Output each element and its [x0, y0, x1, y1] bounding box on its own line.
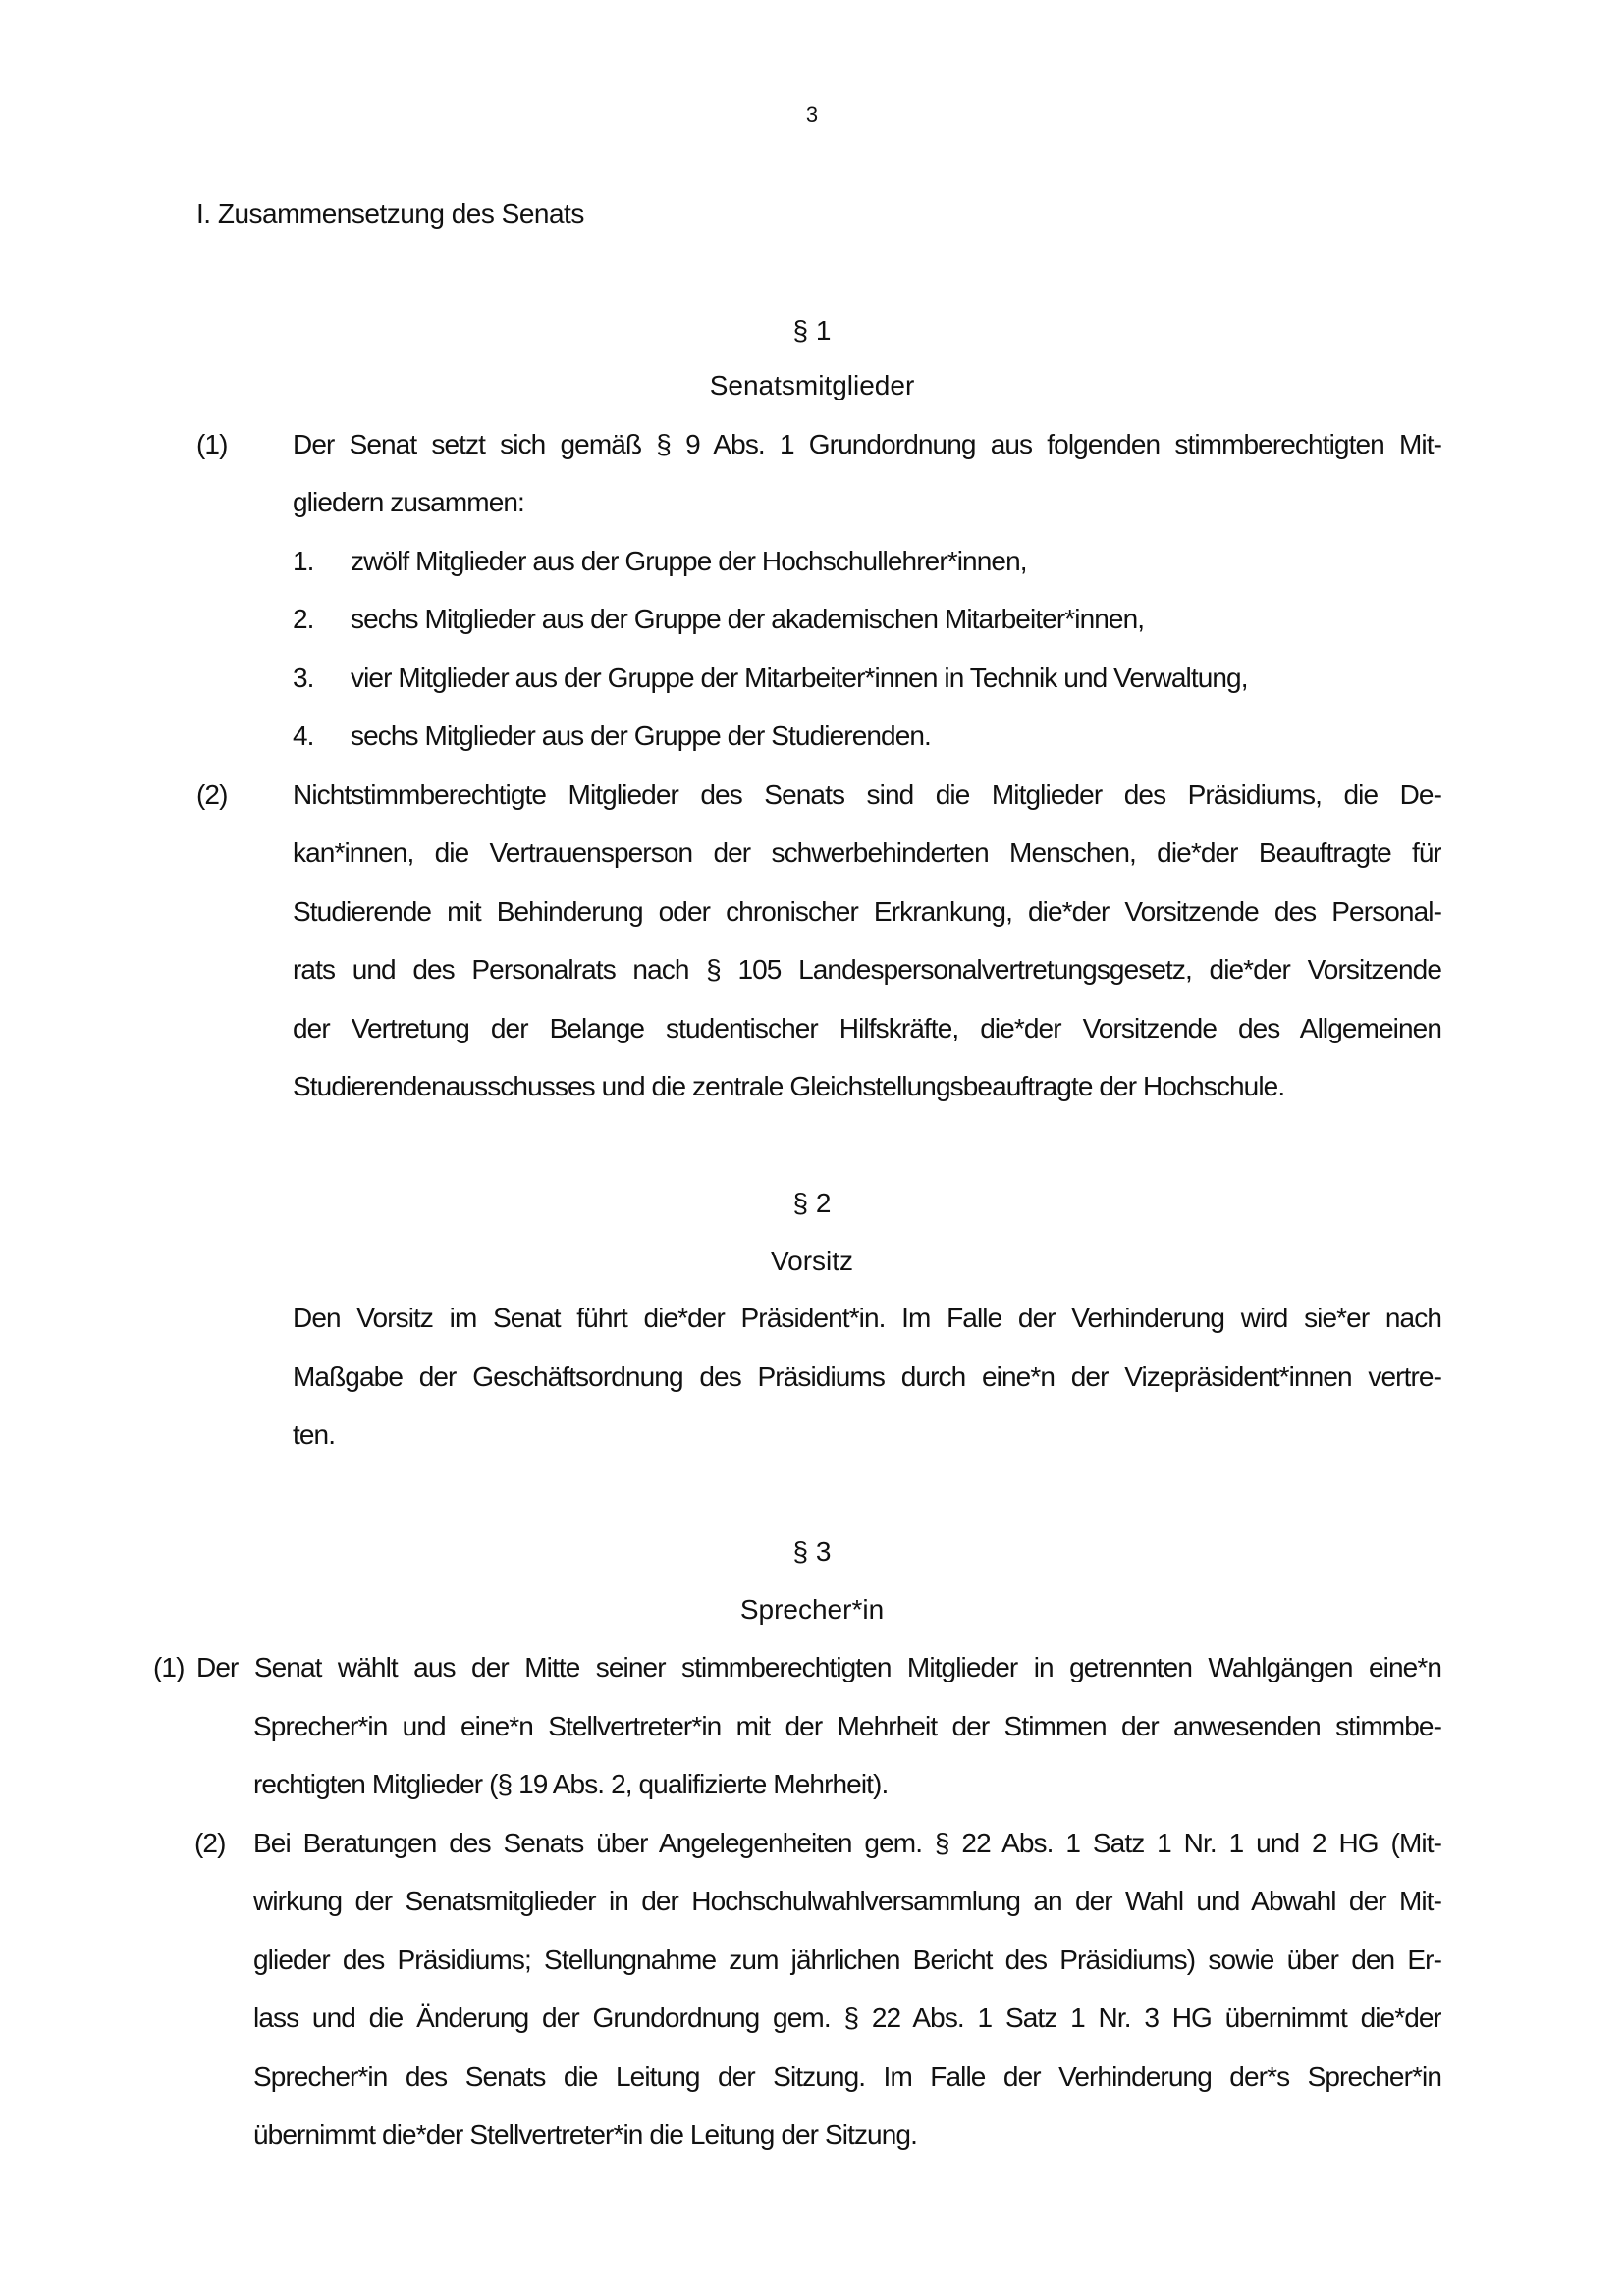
text-line: Maßgabe der Geschäftsordnung des Präsidiums durch eine*n der Vizepräsident*innen vertre-	[293, 1362, 1441, 1392]
paragraph-number: § 2	[792, 1188, 832, 1218]
section-heading: I. Zusammensetzung des Senats	[196, 198, 584, 229]
text-line: lass und die Änderung der Grundordnung gem. § 22 Abs. 1 Satz 1 Nr. 3 HG übernimmt die*der	[253, 2002, 1441, 2033]
page-number: 3	[805, 102, 819, 127]
text-line: rats und des Personalrats nach § 105 Landespersonalvertretungsgesetz, die*der Vorsitzende	[293, 954, 1441, 985]
list-item: vier Mitglieder aus der Gruppe der Mitarbeiter*innen in Technik und Verwaltung,	[351, 663, 1248, 693]
list-item: zwölf Mitglieder aus der Gruppe der Hochschullehrer*innen,	[351, 546, 1027, 576]
text-line: übernimmt die*der Stellvertreter*in die Leitung der Sitzung.	[253, 2119, 917, 2150]
paragraph-number: § 3	[792, 1536, 832, 1567]
text-line: rechtigten Mitglieder (§ 19 Abs. 2, qualifizierte Mehrheit).	[253, 1769, 889, 1799]
text-line: wirkung der Senatsmitglieder in der Hochschulwahlversammlung an der Wahl und Abwahl der Mit-	[253, 1886, 1441, 1916]
text-line: Studierende mit Behinderung oder chronischer Erkrankung, die*der Vorsitzende des Personal-	[293, 896, 1441, 927]
text-line: Der Senat wählt aus der Mitte seiner stimmberechtigten Mitglieder in getrennten Wahlgängen eine*n	[196, 1652, 1441, 1682]
clause-number: (1)	[153, 1652, 185, 1682]
list-item: sechs Mitglieder aus der Gruppe der Studierenden.	[351, 721, 931, 751]
paragraph-title: Vorsitz	[770, 1246, 854, 1276]
text-line: gliedern zusammen:	[293, 487, 524, 517]
clause-number: (2)	[194, 1828, 226, 1858]
text-line: Der Senat setzt sich gemäß § 9 Abs. 1 Grundordnung aus folgenden stimmberechtigten Mit-	[293, 429, 1441, 459]
list-item-number: 3.	[293, 663, 314, 693]
text-line: ten.	[293, 1419, 336, 1450]
list-item: sechs Mitglieder aus der Gruppe der akademischen Mitarbeiter*innen,	[351, 604, 1145, 634]
list-item-number: 4.	[293, 721, 314, 751]
text-line: kan*innen, die Vertrauensperson der schwerbehinderten Menschen, die*der Beauftragte für	[293, 837, 1441, 868]
text-line: Den Vorsitz im Senat führt die*der Präsident*in. Im Falle der Verhinderung wird sie*er nach	[293, 1303, 1441, 1333]
paragraph-title: Sprecher*in	[739, 1594, 885, 1625]
text-line: glieder des Präsidiums; Stellungnahme zum jährlichen Bericht des Präsidiums) sowie über den Er-	[253, 1945, 1441, 1975]
paragraph-title: Senatsmitglieder	[709, 370, 915, 400]
list-item-number: 1.	[293, 546, 314, 576]
list-item-number: 2.	[293, 604, 314, 634]
clause-number: (1)	[196, 429, 228, 459]
text-line: Sprecher*in des Senats die Leitung der Sitzung. Im Falle der Verhinderung der*s Sprecher*in	[253, 2061, 1441, 2092]
text-line: Bei Beratungen des Senats über Angelegenheiten gem. § 22 Abs. 1 Satz 1 Nr. 1 und 2 HG (Mit-	[253, 1828, 1441, 1858]
text-line: der Vertretung der Belange studentischer Hilfskräfte, die*der Vorsitzende des Allgemeinen	[293, 1013, 1441, 1043]
paragraph-number: § 1	[792, 315, 832, 346]
text-line: Sprecher*in und eine*n Stellvertreter*in mit der Mehrheit der Stimmen der anwesenden stimmbe-	[253, 1711, 1441, 1741]
text-line: Studierendenausschusses und die zentrale Gleichstellungsbeauftragte der Hochschule.	[293, 1071, 1285, 1101]
clause-number: (2)	[196, 779, 228, 810]
text-line: Nichtstimmberechtigte Mitglieder des Senats sind die Mitglieder des Präsidiums, die De-	[293, 779, 1441, 810]
